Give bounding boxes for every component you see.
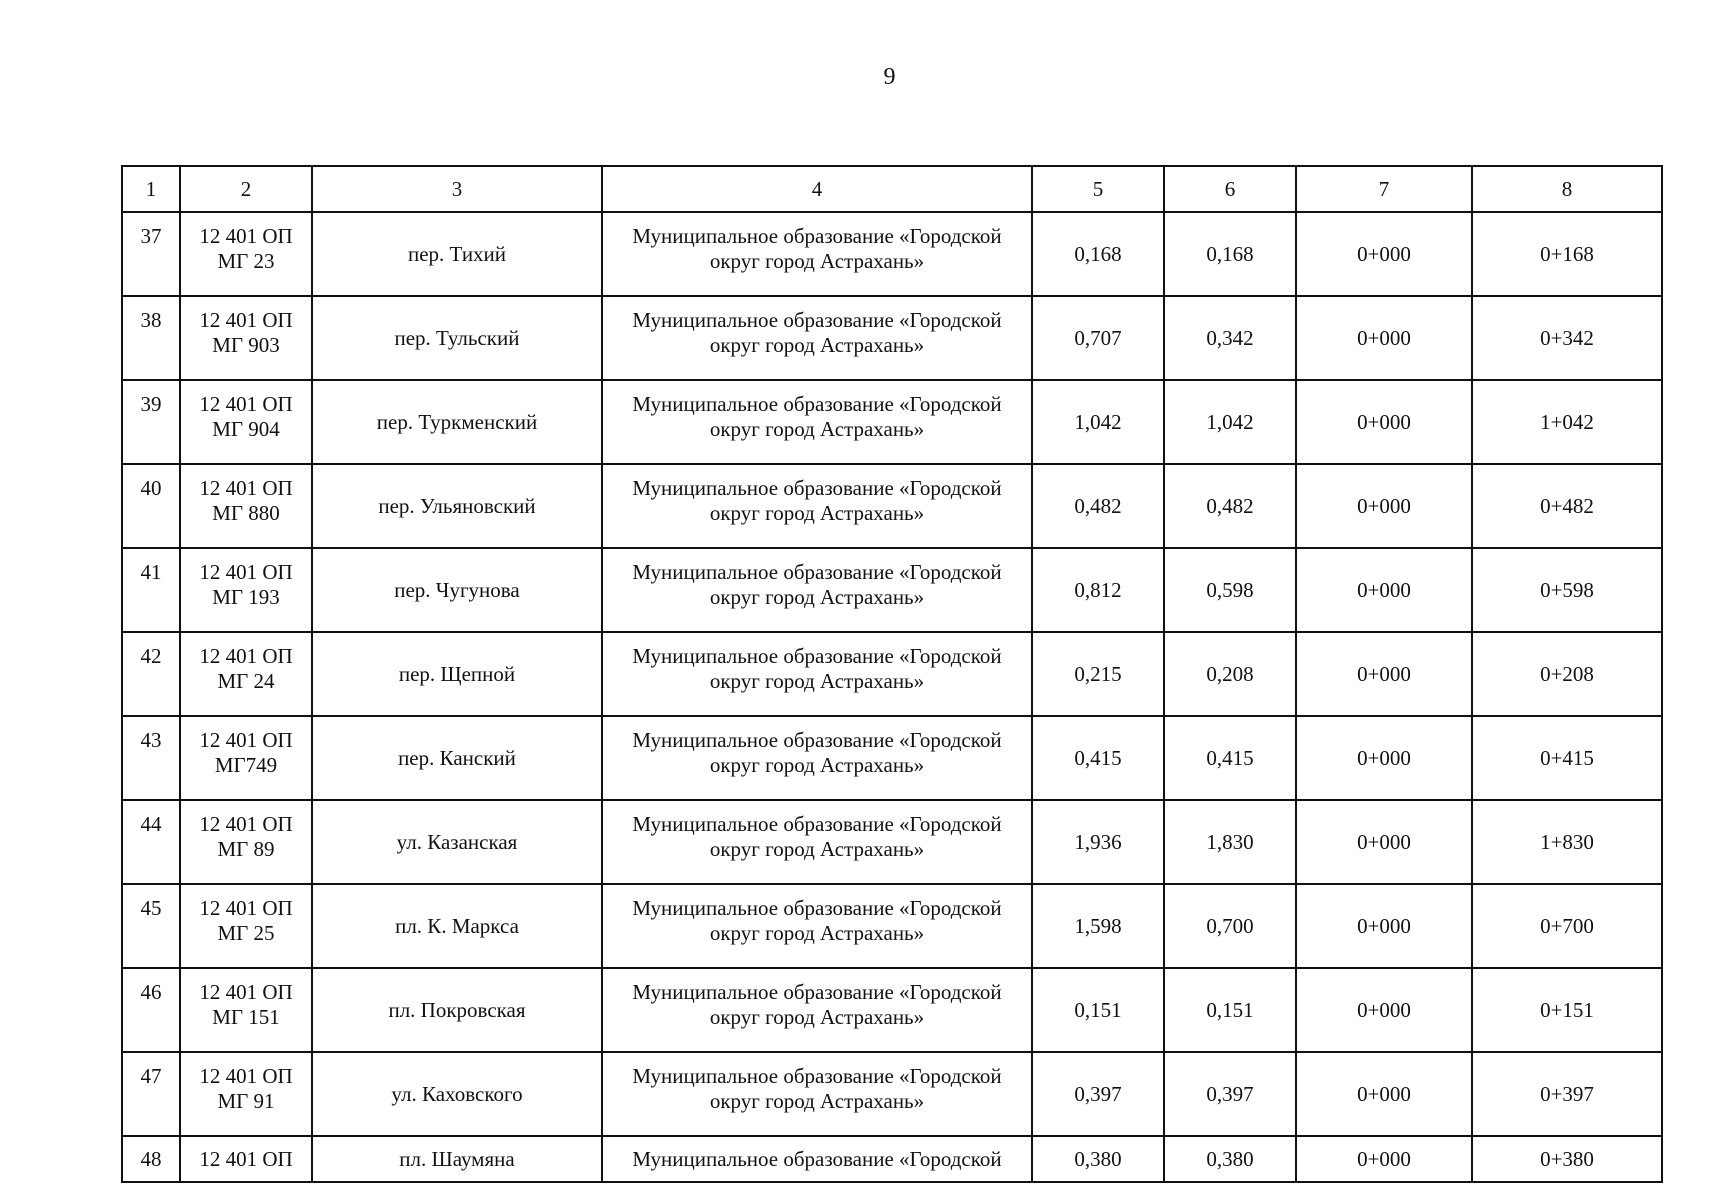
total-length: 0,812 (1032, 548, 1164, 632)
road-code-line: 12 401 ОП (199, 476, 293, 500)
road-code-line: МГ 25 (217, 920, 275, 945)
section-length: 0,342 (1164, 296, 1296, 380)
row-number: 37 (122, 212, 180, 296)
road-owner: Муниципальное образование «Городской округ город Астрахань» (602, 212, 1032, 296)
start-point: 0+000 (1296, 968, 1472, 1052)
road-owner: Муниципальное образование «Городской округ город Астрахань» (602, 800, 1032, 884)
table-row (122, 716, 1662, 800)
road-code-line: 12 401 ОП (199, 896, 293, 920)
road-name: пл. К. Маркса (312, 884, 602, 968)
row-number: 38 (122, 296, 180, 380)
section-length: 1,830 (1164, 800, 1296, 884)
end-point: 0+415 (1472, 716, 1662, 800)
end-point: 0+380 (1472, 1136, 1662, 1182)
road-owner: Муниципальное образование «Городской округ город Астрахань» (602, 464, 1032, 548)
start-point: 0+000 (1296, 548, 1472, 632)
road-code-line: МГ 23 (217, 248, 275, 273)
section-length: 0,482 (1164, 464, 1296, 548)
road-owner: Муниципальное образование «Городской округ город Астрахань» (602, 296, 1032, 380)
total-length: 1,936 (1032, 800, 1164, 884)
road-code (180, 884, 312, 968)
road-owner: Муниципальное образование «Городской округ город Астрахань» (602, 380, 1032, 464)
row-number: 47 (122, 1052, 180, 1136)
total-length: 0,415 (1032, 716, 1164, 800)
road-code-line: МГ 904 (212, 416, 280, 441)
road-code-line: 12 401 ОП (199, 1064, 293, 1088)
road-name: пл. Покровская (312, 968, 602, 1052)
page-number: 9 (883, 64, 896, 90)
start-point: 0+000 (1296, 296, 1472, 380)
total-length: 0,380 (1032, 1136, 1164, 1182)
road-code-line: 12 401 ОП (199, 392, 293, 416)
row-number: 41 (122, 548, 180, 632)
road-code-line: 12 401 ОП (199, 560, 293, 584)
row-number: 46 (122, 968, 180, 1052)
section-length: 0,208 (1164, 632, 1296, 716)
road-code (180, 716, 312, 800)
end-point: 0+342 (1472, 296, 1662, 380)
total-length: 0,215 (1032, 632, 1164, 716)
column-header: 1 (122, 166, 180, 212)
column-header: 5 (1032, 166, 1164, 212)
road-code-line: 12 401 ОП (199, 980, 293, 1004)
section-length: 0,700 (1164, 884, 1296, 968)
road-name: пер. Щепной (312, 632, 602, 716)
table-row (122, 1136, 1662, 1182)
end-point: 0+397 (1472, 1052, 1662, 1136)
road-code-line: 12 401 ОП (199, 644, 293, 668)
road-code-line: МГ 193 (212, 584, 280, 609)
table-row (122, 212, 1662, 296)
row-number: 45 (122, 884, 180, 968)
table-row (122, 464, 1662, 548)
row-number: 43 (122, 716, 180, 800)
road-name: пер. Канский (312, 716, 602, 800)
road-code-line: МГ 89 (217, 836, 275, 861)
column-header: 6 (1164, 166, 1296, 212)
end-point: 0+208 (1472, 632, 1662, 716)
road-name: пер. Чугунова (312, 548, 602, 632)
table-row (122, 380, 1662, 464)
road-owner: Муниципальное образование «Городской округ город Астрахань» (602, 716, 1032, 800)
start-point: 0+000 (1296, 212, 1472, 296)
road-code (180, 1136, 312, 1182)
start-point: 0+000 (1296, 1052, 1472, 1136)
section-length: 0,168 (1164, 212, 1296, 296)
road-code-line: 12 401 ОП (199, 1146, 293, 1171)
total-length: 0,168 (1032, 212, 1164, 296)
table-row (122, 800, 1662, 884)
start-point: 0+000 (1296, 1136, 1472, 1182)
road-code-line: 12 401 ОП (199, 728, 293, 752)
section-length: 0,380 (1164, 1136, 1296, 1182)
road-code-line: МГ 91 (217, 1088, 275, 1113)
road-owner: Муниципальное образование «Городской (602, 1136, 1032, 1182)
road-name: ул. Каховского (312, 1052, 602, 1136)
end-point: 0+168 (1472, 212, 1662, 296)
row-number: 39 (122, 380, 180, 464)
end-point: 1+042 (1472, 380, 1662, 464)
road-code (180, 800, 312, 884)
road-name: пл. Шаумяна (312, 1136, 602, 1182)
road-code-line: МГ 24 (217, 668, 275, 693)
road-code-line: МГ 151 (212, 1004, 280, 1029)
road-name: пер. Ульяновский (312, 464, 602, 548)
road-name: ул. Казанская (312, 800, 602, 884)
total-length: 0,397 (1032, 1052, 1164, 1136)
table-row (122, 632, 1662, 716)
column-header: 2 (180, 166, 312, 212)
road-name: пер. Тихий (312, 212, 602, 296)
start-point: 0+000 (1296, 632, 1472, 716)
total-length: 0,482 (1032, 464, 1164, 548)
row-number: 48 (122, 1136, 180, 1182)
end-point: 1+830 (1472, 800, 1662, 884)
road-owner: Муниципальное образование «Городской округ город Астрахань» (602, 884, 1032, 968)
road-code (180, 1052, 312, 1136)
row-number: 42 (122, 632, 180, 716)
column-number-row (122, 166, 1662, 212)
road-owner: Муниципальное образование «Городской округ город Астрахань» (602, 968, 1032, 1052)
road-code (180, 212, 312, 296)
road-name: пер. Тульский (312, 296, 602, 380)
total-length: 0,707 (1032, 296, 1164, 380)
section-length: 0,397 (1164, 1052, 1296, 1136)
road-owner: Муниципальное образование «Городской округ город Астрахань» (602, 1052, 1032, 1136)
table-row (122, 968, 1662, 1052)
start-point: 0+000 (1296, 464, 1472, 548)
row-number: 44 (122, 800, 180, 884)
road-code (180, 296, 312, 380)
road-code-line: 12 401 ОП (199, 308, 293, 332)
section-length: 0,598 (1164, 548, 1296, 632)
table-row (122, 548, 1662, 632)
start-point: 0+000 (1296, 884, 1472, 968)
total-length: 0,151 (1032, 968, 1164, 1052)
road-code-line: МГ749 (214, 752, 278, 777)
table-row (122, 1052, 1662, 1136)
roads-table (121, 165, 1663, 1183)
road-code (180, 380, 312, 464)
column-header: 3 (312, 166, 602, 212)
road-owner: Муниципальное образование «Городской округ город Астрахань» (602, 632, 1032, 716)
start-point: 0+000 (1296, 716, 1472, 800)
column-header: 7 (1296, 166, 1472, 212)
end-point: 0+700 (1472, 884, 1662, 968)
start-point: 0+000 (1296, 800, 1472, 884)
road-owner: Муниципальное образование «Городской округ город Астрахань» (602, 548, 1032, 632)
section-length: 0,151 (1164, 968, 1296, 1052)
row-number: 40 (122, 464, 180, 548)
road-code (180, 464, 312, 548)
table-row (122, 296, 1662, 380)
road-code-line: 12 401 ОП (199, 812, 293, 836)
section-length: 0,415 (1164, 716, 1296, 800)
total-length: 1,042 (1032, 380, 1164, 464)
road-code (180, 632, 312, 716)
table-row (122, 884, 1662, 968)
road-code-line: МГ 903 (212, 332, 280, 357)
road-code (180, 548, 312, 632)
road-code (180, 968, 312, 1052)
end-point: 0+151 (1472, 968, 1662, 1052)
end-point: 0+482 (1472, 464, 1662, 548)
start-point: 0+000 (1296, 380, 1472, 464)
road-code-line: 12 401 ОП (199, 224, 293, 248)
column-header: 8 (1472, 166, 1662, 212)
road-name: пер. Туркменский (312, 380, 602, 464)
road-code-line: МГ 880 (212, 500, 280, 525)
end-point: 0+598 (1472, 548, 1662, 632)
column-header: 4 (602, 166, 1032, 212)
section-length: 1,042 (1164, 380, 1296, 464)
total-length: 1,598 (1032, 884, 1164, 968)
